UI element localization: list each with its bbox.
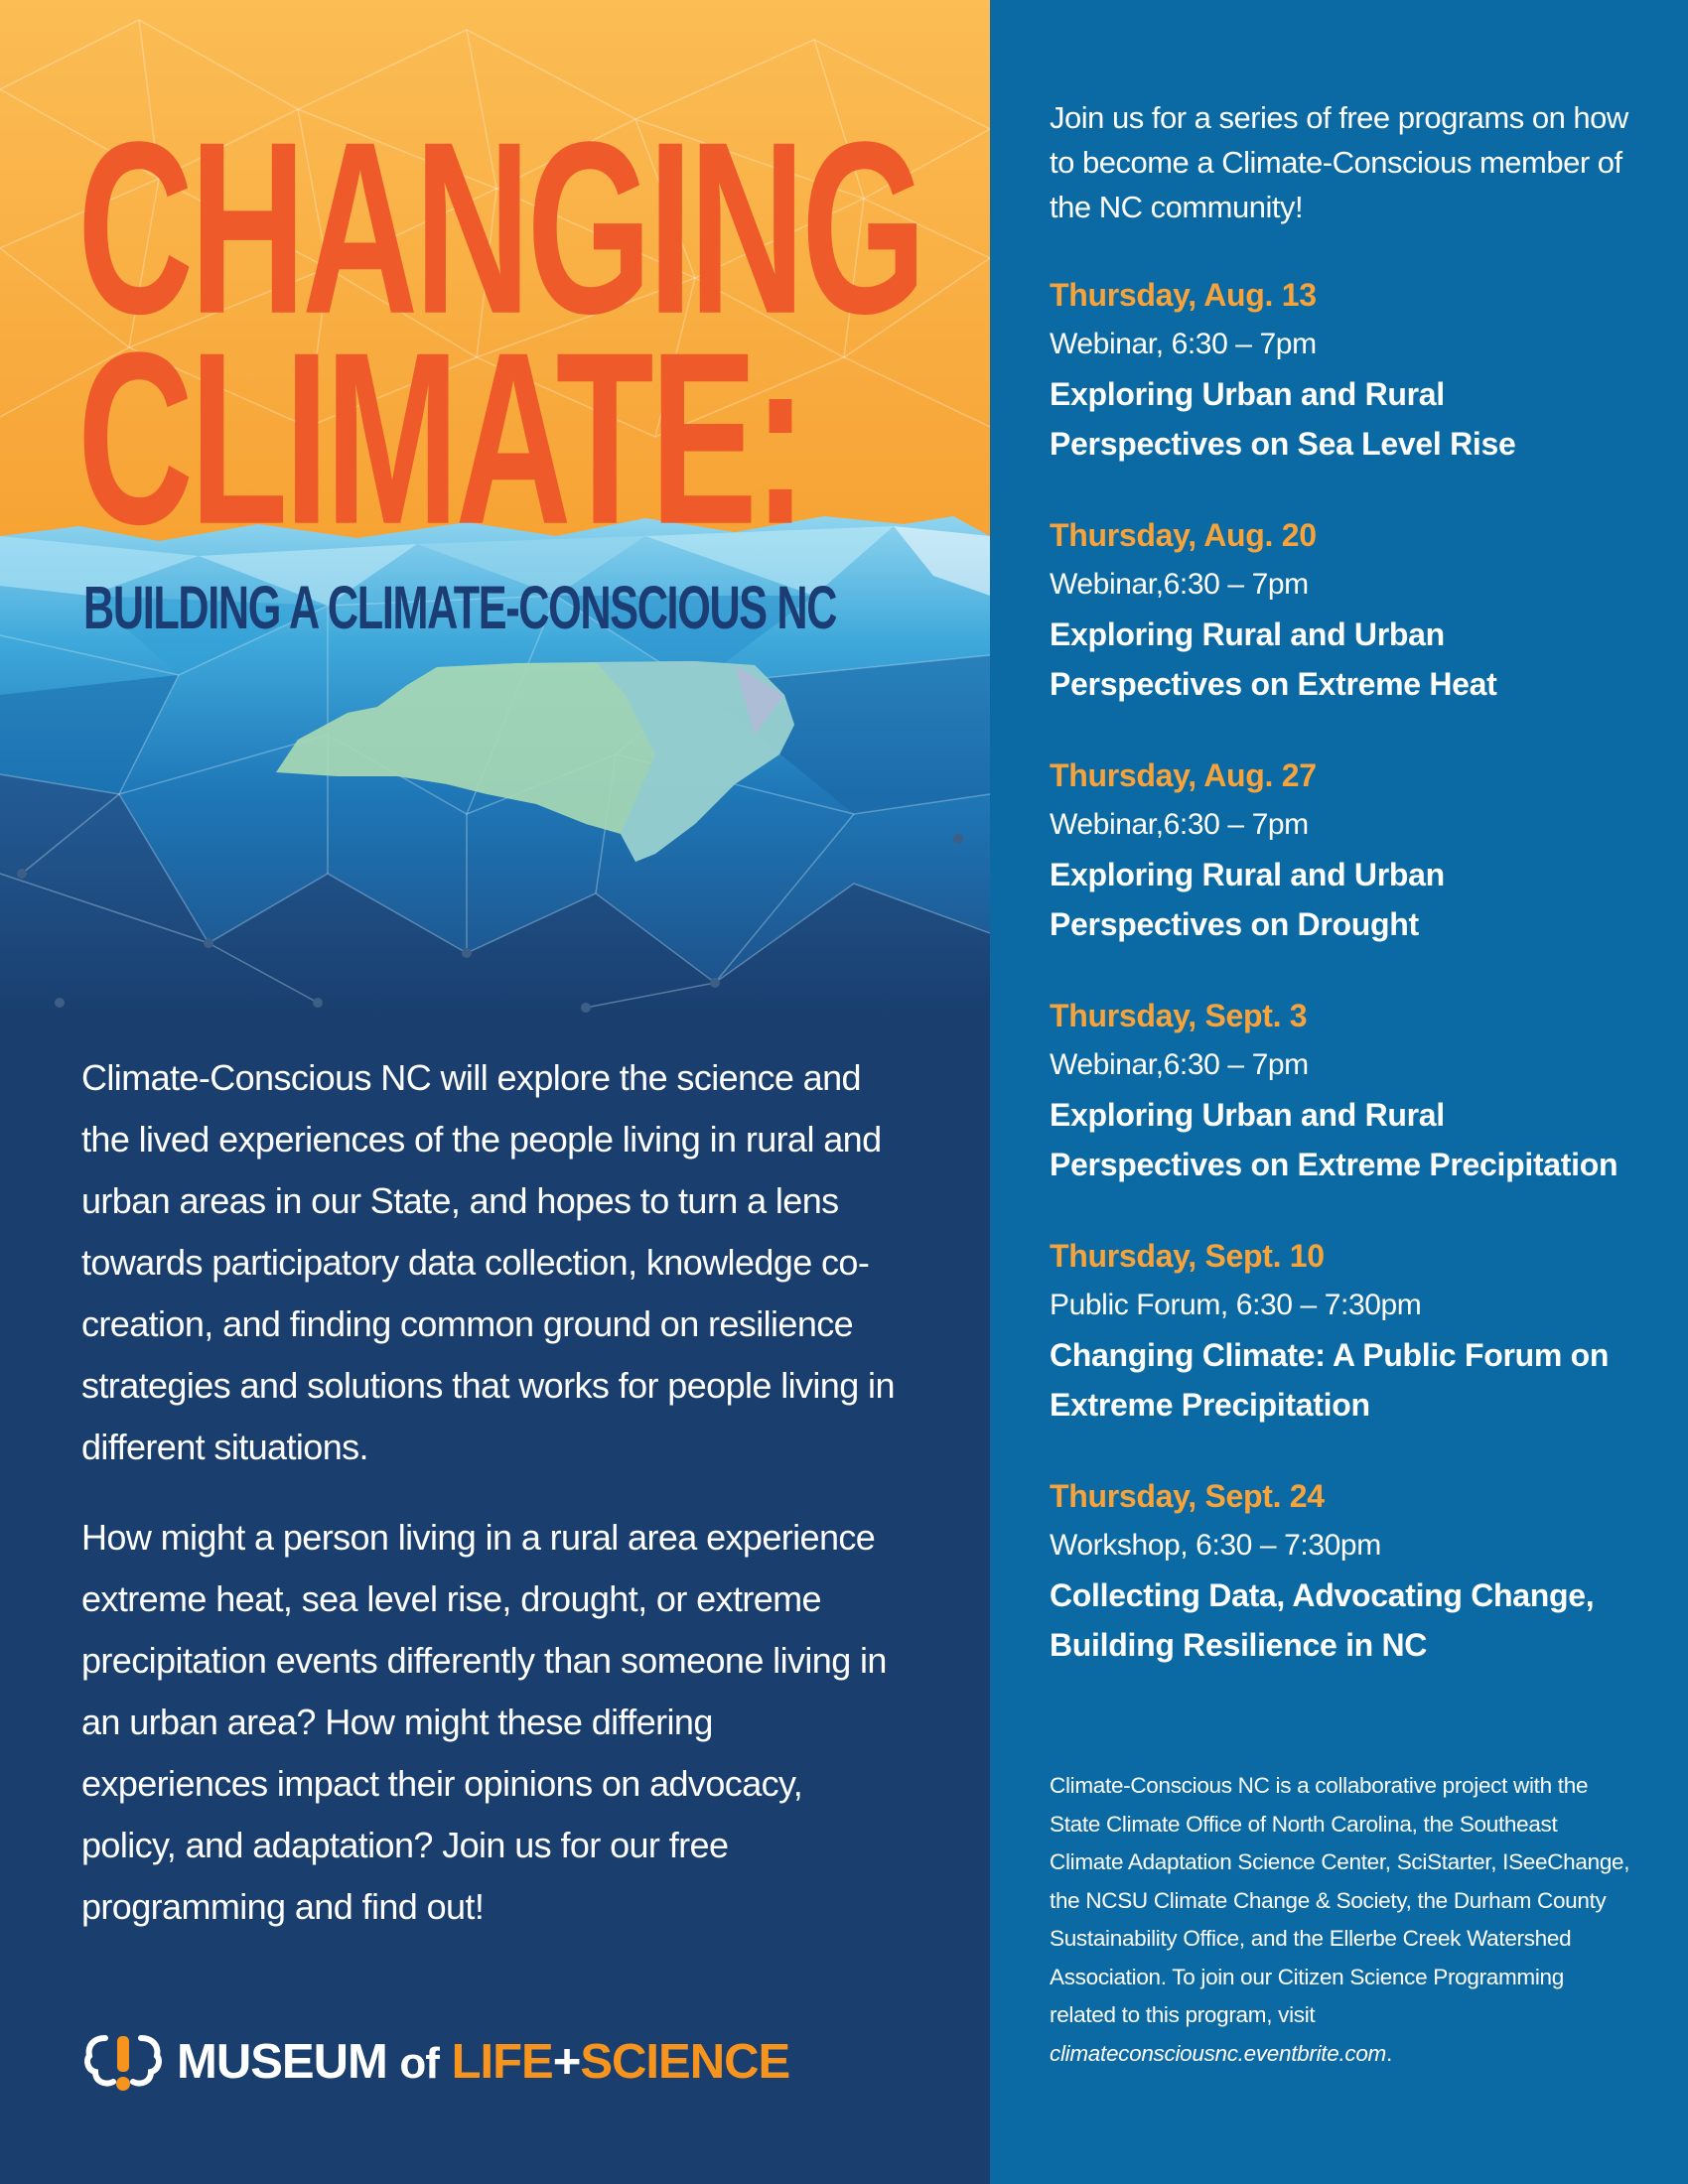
event-title: Collecting Data, Advocating Change, Building Resilience in NC: [1050, 1577, 1595, 1663]
title-line-climate: CLIMATE:: [77, 300, 804, 576]
event-list: [1050, 270, 1665, 1711]
event-date: Thursday, Sept. 24: [1050, 1478, 1325, 1514]
title-line-changing: CHANGING: [77, 89, 923, 365]
event-item: [1050, 270, 1665, 469]
museum-logo-text: [177, 2034, 789, 2090]
right-column: [990, 0, 1688, 2184]
event-item: [1050, 510, 1665, 709]
event-type: Webinar, 6:30 – 7pm: [1050, 328, 1317, 360]
event-type: Webinar,6:30 – 7pm: [1050, 568, 1309, 601]
event-item: [1050, 991, 1665, 1189]
event-title: Changing Climate: A Public Forum on Extreme Precipitation: [1050, 1337, 1610, 1423]
logo-word-science: SCIENCE: [580, 2035, 790, 2089]
logo-plus: +: [552, 2035, 581, 2089]
logo-word-museum: MUSEUM: [177, 2035, 387, 2089]
event-item: [1050, 1471, 1665, 1670]
event-date: Thursday, Aug. 13: [1050, 277, 1317, 313]
eventbrite-link[interactable]: climateconsciousnc.eventbrite.com: [1050, 2040, 1387, 2066]
intro-text: Join us for a series of free programs on how to become a Climate-Conscious member of the NC community!: [1050, 100, 1628, 224]
event-title: Exploring Rural and Urban Perspectives on Drought: [1050, 857, 1445, 942]
event-date: Thursday, Aug. 20: [1050, 517, 1317, 553]
event-title: Exploring Urban and Rural Perspectives on Extreme Precipitation: [1050, 1097, 1618, 1182]
event-item: [1050, 751, 1665, 949]
event-date: Thursday, Sept. 10: [1050, 1238, 1325, 1274]
event-title: Exploring Rural and Urban Perspectives on Extreme Heat: [1050, 616, 1497, 702]
description-paragraph-2: How might a person living in a rural area experience extreme heat, sea level rise, drought, or extreme precipitation events differently than someone living in an urban area? How might these differing experiences impact their opinions on advocacy, policy, and adaptation? Join us for our free programming and find out!: [81, 1517, 887, 1927]
event-type: Public Forum, 6:30 – 7:30pm: [1050, 1289, 1422, 1321]
description-paragraph-1: Climate-Conscious NC will explore the science and the lived experiences of the people living in rural and urban areas in our State, and hopes to turn a lens towards participatory data collection, knowledge co-creation, and finding common ground on resilience strategies and solutions that works for people living in different situations.: [81, 1057, 895, 1467]
subtitle: BUILDING A CLIMATE-CONSCIOUS NC: [83, 575, 837, 643]
event-date: Thursday, Aug. 27: [1050, 757, 1317, 793]
event-item: [1050, 1231, 1665, 1430]
museum-logo: [83, 2027, 789, 2097]
logo-word-of: of: [399, 2039, 439, 2088]
footnote-end: .: [1386, 2040, 1392, 2066]
footnote-text: Climate-Conscious NC is a collaborative project with the State Climate Office of North Carolina, the Southeast Climate Adaptation Science Center, SciStarter, ISeeChange, the NCSU Climate Change & Society, the Durham County Sustainability Office, and the Ellerbe Creek Watershed Association. To join our Citizen Science Programming related to this program, visit: [1050, 1773, 1630, 2027]
logo-word-life: LIFE: [451, 2035, 553, 2089]
event-title: Exploring Urban and Rural Perspectives on Sea Level Rise: [1050, 376, 1516, 462]
event-type: Webinar,6:30 – 7pm: [1050, 1048, 1309, 1081]
event-type: Workshop, 6:30 – 7:30pm: [1050, 1529, 1381, 1562]
event-type: Webinar,6:30 – 7pm: [1050, 808, 1309, 841]
partners-footnote: [1050, 1767, 1635, 2073]
event-date: Thursday, Sept. 3: [1050, 998, 1308, 1033]
museum-life-science-icon: [83, 2030, 163, 2094]
